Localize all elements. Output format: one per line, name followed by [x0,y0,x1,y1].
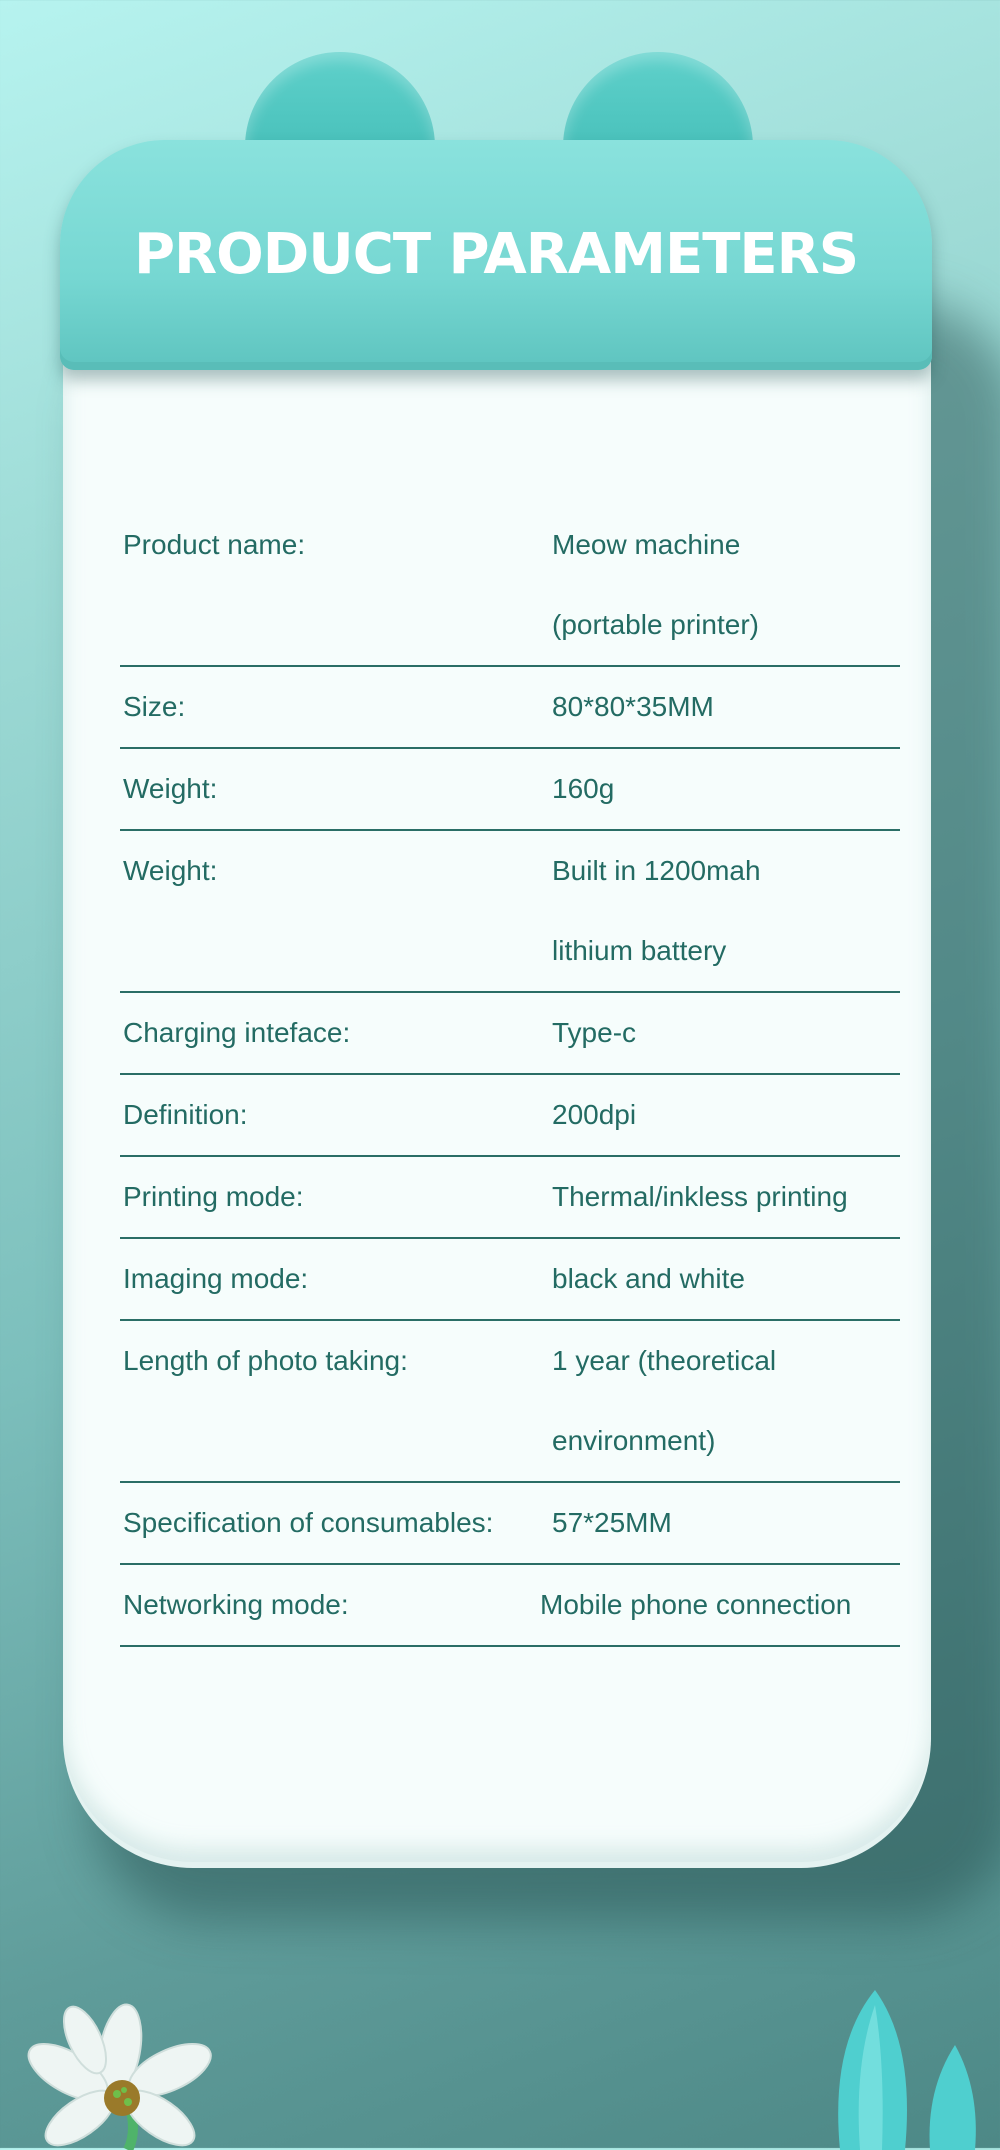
spec-value-line: 200dpi [552,1099,637,1130]
spec-value [552,1239,900,1319]
spec-value [552,1075,900,1155]
spec-label: Charging inteface: [123,1017,351,1048]
spec-value-line: 160g [552,773,615,804]
spec-value-line: lithium battery [552,935,727,966]
spec-value [552,1321,900,1481]
spec-value [540,1565,900,1645]
flower-decoration-icon [10,1990,220,2150]
spec-value [552,1157,900,1237]
spec-label: Length of photo taking: [123,1345,408,1376]
spec-row [120,505,900,667]
spec-value-line: Type-c [552,1017,637,1048]
spec-value-line: environment) [552,1425,716,1456]
spec-label: Weight: [123,855,218,886]
spec-value [552,993,900,1073]
spec-label: Size: [123,691,186,722]
spec-value [552,1483,900,1563]
spec-row [120,1157,900,1239]
spec-value-line: (portable printer) [552,609,759,640]
spec-row [120,667,900,749]
spec-label: Definition: [123,1099,248,1130]
spec-table [120,505,900,1647]
spec-value [552,667,900,747]
spec-value-line: Mobile phone connection [540,1589,852,1620]
spec-value [552,505,900,665]
spec-label: Specification of consumables: [123,1507,494,1538]
spec-value-line: 1 year (theoretical [552,1345,777,1376]
spec-value [552,749,900,829]
spec-value-line: 57*25MM [552,1507,672,1538]
spec-row [120,993,900,1075]
spec-row [120,749,900,831]
spec-value-line: Built in 1200mah [552,855,761,886]
page-title: PRODUCT PARAMETERS [134,222,859,287]
spec-label: Printing mode: [123,1181,304,1212]
spec-row [120,831,900,993]
spec-value [552,831,900,991]
spec-row [120,1239,900,1321]
spec-row [120,1321,900,1483]
spec-row [120,1075,900,1157]
spec-value-line: Meow machine [552,529,741,560]
spec-label: Networking mode: [123,1589,349,1620]
spec-row [120,1483,900,1565]
spec-label: Imaging mode: [123,1263,309,1294]
spec-value-line: Thermal/inkless printing [552,1181,848,1212]
spec-value-line: black and white [552,1263,746,1294]
spec-label: Product name: [123,529,306,560]
spec-label: Weight: [123,773,218,804]
spec-row [120,1565,900,1647]
spec-value-line: 80*80*35MM [552,691,714,722]
plant-decoration-icon [790,1985,1000,2150]
